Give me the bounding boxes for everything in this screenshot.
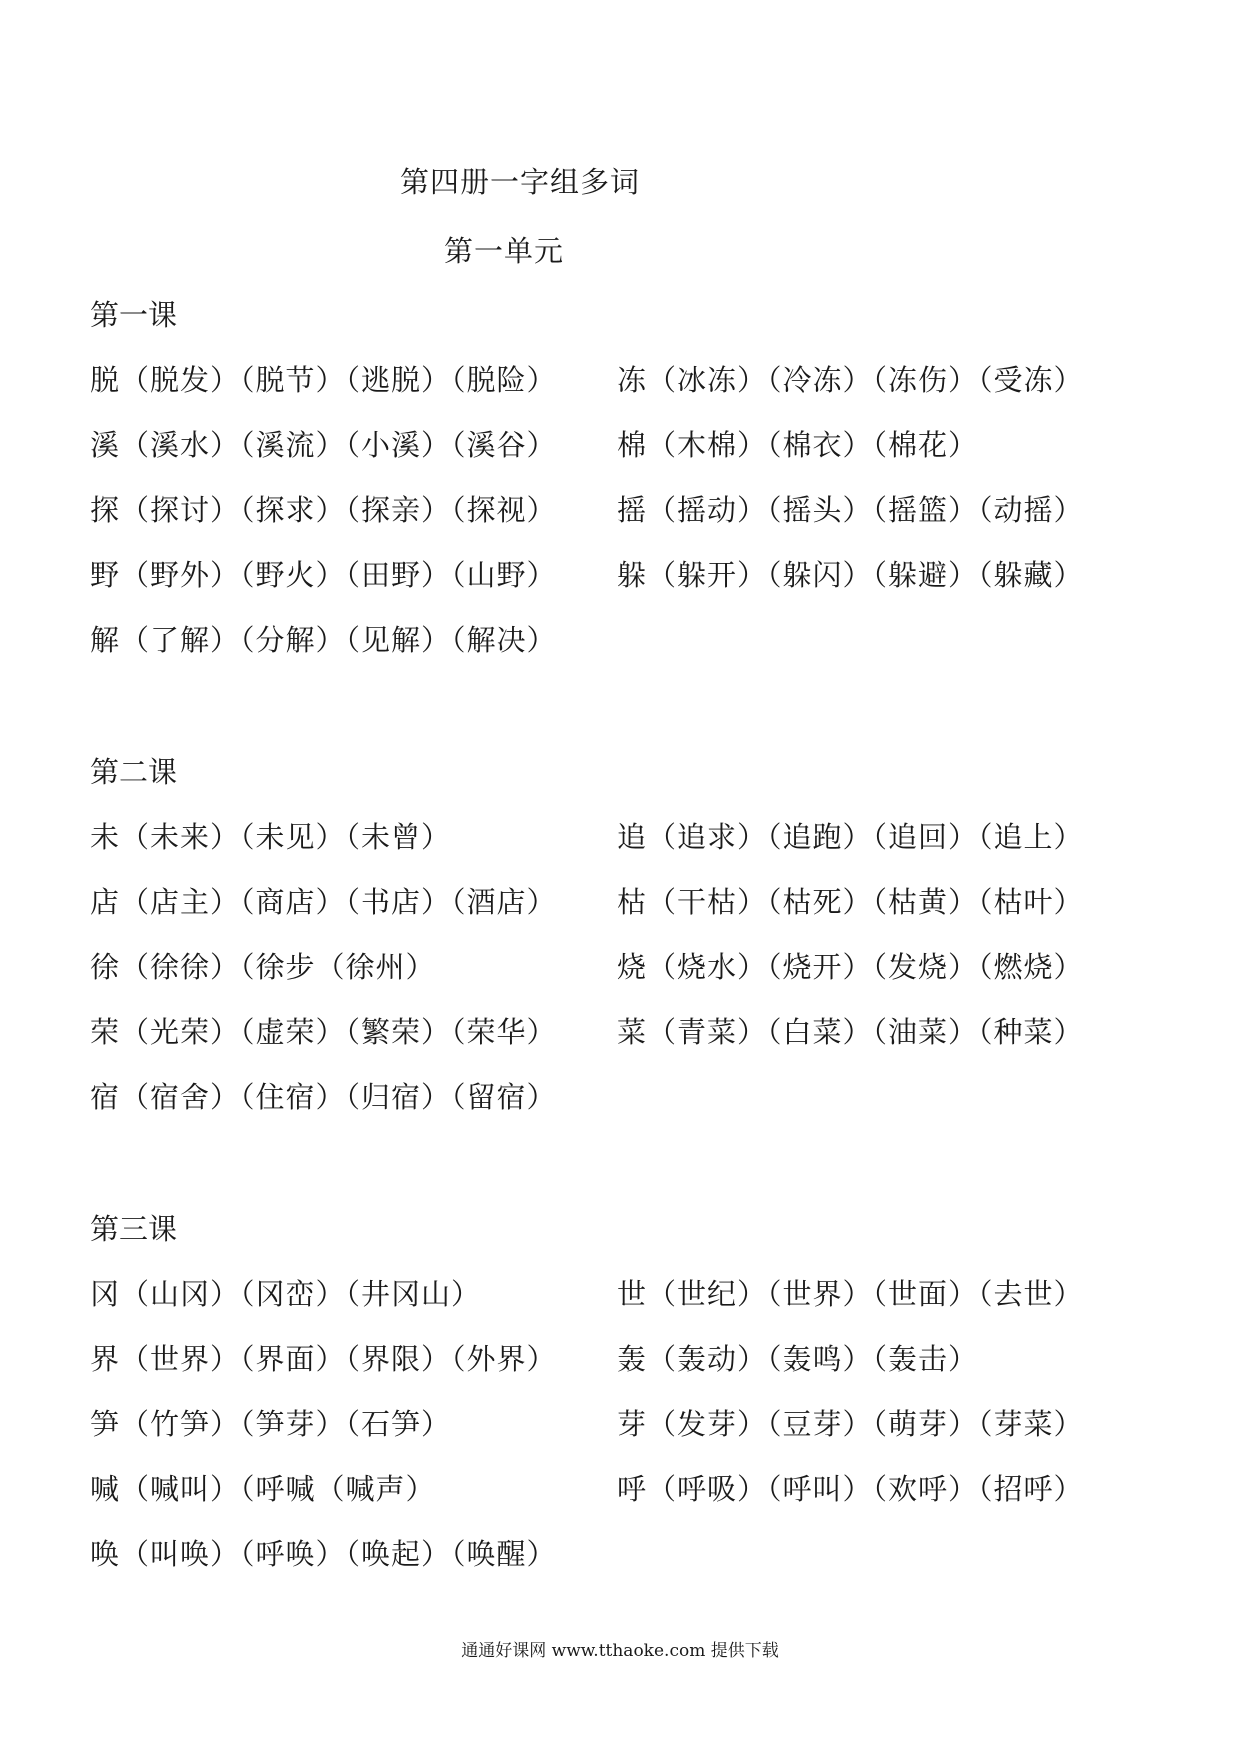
- word-group-entry: 宿（宿舍）（住宿）（归宿）（留宿）: [90, 1080, 557, 1114]
- word-group-entry: 冻（冰冻）（冷冻）（冻伤）（受冻）: [617, 363, 1084, 397]
- lesson-heading: 第三课: [90, 1212, 178, 1246]
- word-group-entry: 未（未来）（未见）（未曾）: [90, 820, 452, 854]
- word-group-entry: 摇（摇动）（摇头）（摇篮）（动摇）: [617, 493, 1084, 527]
- word-group-entry: 躲（躲开）（躲闪）（躲避）（躲藏）: [617, 558, 1084, 592]
- word-group-entry: 烧（烧水）（烧开）（发烧）（燃烧）: [617, 950, 1084, 984]
- word-group-entry: 探（探讨）（探求）（探亲）（探视）: [90, 493, 557, 527]
- word-group-entry: 野（野外）（野火）（田野）（山野）: [90, 558, 557, 592]
- lesson-section: [90, 752, 1170, 1142]
- lesson-entries: [90, 817, 1170, 1142]
- word-group-entry: 溪（溪水）（溪流）（小溪）（溪谷）: [90, 428, 557, 462]
- word-group-entry: 轰（轰动）（轰鸣）（轰击）: [617, 1342, 979, 1376]
- lesson-section: [90, 1209, 1170, 1599]
- word-group-entry: 追（追求）（追跑）（追回）（追上）: [617, 820, 1084, 854]
- word-group-entry: 喊（喊叫）（呼喊（喊声）: [90, 1472, 436, 1506]
- lesson-entries: [90, 1274, 1170, 1599]
- word-group-entry: 荣（光荣）（虚荣）（繁荣）（荣华）: [90, 1015, 557, 1049]
- word-group-entry: 解（了解）（分解）（见解）（解决）: [90, 623, 557, 657]
- word-group-entry: 徐（徐徐）（徐步（徐州）: [90, 950, 436, 984]
- lesson-heading: 第一课: [90, 298, 178, 332]
- word-group-entry: 棉（木棉）（棉衣）（棉花）: [617, 428, 979, 462]
- word-group-entry: 界（世界）（界面）（界限）（外界）: [90, 1342, 557, 1376]
- word-group-entry: 唤（叫唤）（呼唤）（唤起）（唤醒）: [90, 1537, 557, 1571]
- word-group-entry: 呼（呼吸）（呼叫）（欢呼）（招呼）: [617, 1472, 1084, 1506]
- lesson-heading: 第二课: [90, 755, 178, 789]
- page-footer: 通通好课网 www.tthaoke.com 提供下载: [461, 1641, 779, 1661]
- word-group-entry: 脱（脱发）（脱节）（逃脱）（脱险）: [90, 363, 557, 397]
- word-group-entry: 芽（发芽）（豆芽）（萌芽）（芽菜）: [617, 1407, 1084, 1441]
- word-group-entry: 世（世纪）（世界）（世面）（去世）: [617, 1277, 1084, 1311]
- word-group-entry: 店（店主）（商店）（书店）（酒店）: [90, 885, 557, 919]
- word-group-entry: 笋（竹笋）（笋芽）（石笋）: [90, 1407, 452, 1441]
- word-group-entry: 冈（山冈）（冈峦）（井冈山）: [90, 1277, 482, 1311]
- lesson-section: [90, 295, 1170, 685]
- page-title: 第四册一字组多词: [400, 165, 641, 199]
- lesson-entries: [90, 360, 1170, 685]
- word-group-entry: 菜（青菜）（白菜）（油菜）（种菜）: [617, 1015, 1084, 1049]
- word-group-entry: 枯（干枯）（枯死）（枯黄）（枯叶）: [617, 885, 1084, 919]
- unit-title: 第一单元: [444, 234, 565, 268]
